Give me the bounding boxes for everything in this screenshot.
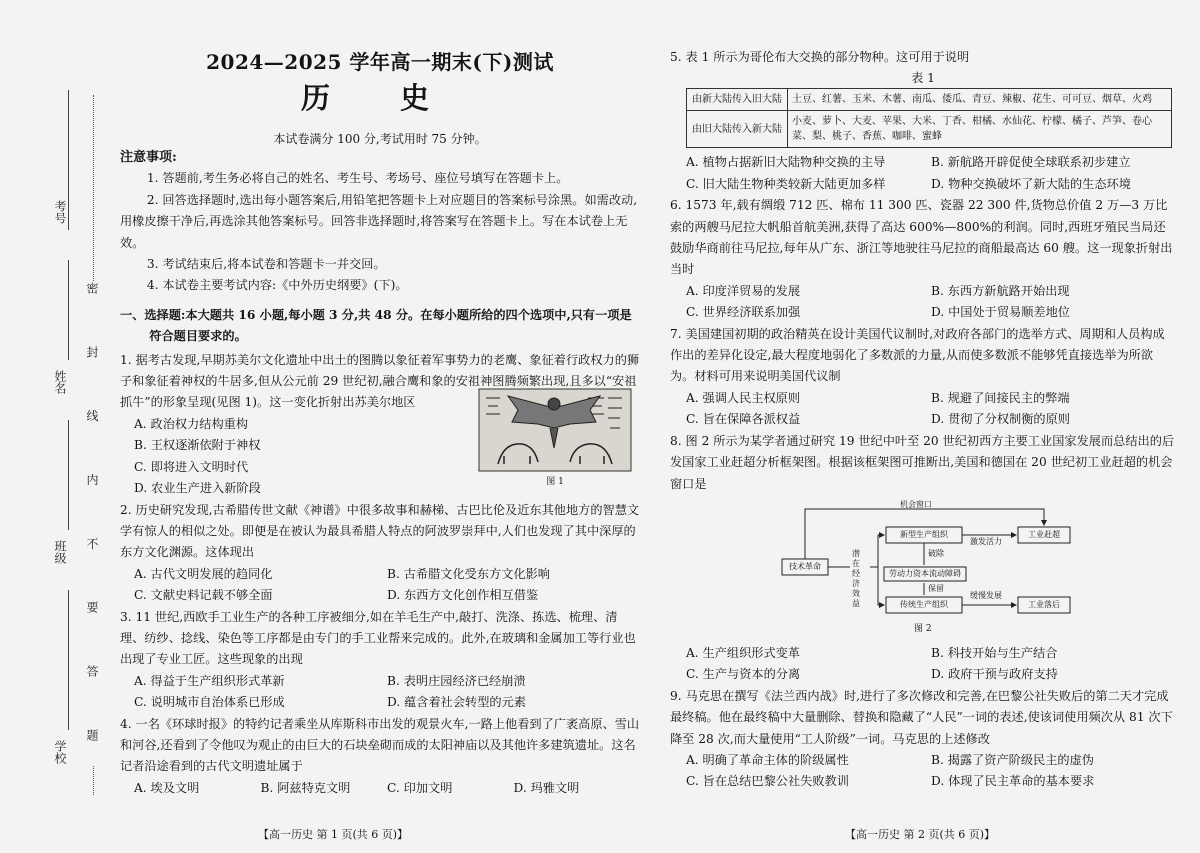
q8-options: [686, 643, 1176, 686]
q2-option-a[interactable]: A. 古代文明发展的趋同化: [134, 566, 273, 581]
q7-option-b[interactable]: B. 规避了间接民主的弊端: [931, 390, 1070, 405]
q6-option-b[interactable]: B. 东西方新航路开始出现: [931, 283, 1070, 298]
q7-option-d[interactable]: D. 贯彻了分权制衡的原则: [931, 412, 1070, 427]
diagram-new-org-label: 新型生产组织: [900, 529, 948, 539]
exam-no-field[interactable]: [68, 90, 69, 230]
question-4: [120, 714, 640, 800]
q6-stem: 6. 1573 年,载有绸缎 712 匹、棉布 11 300 匹、瓷器 22 300 件,货物总价值 2 万—3 万比索的两艘马尼拉大帆船首航美洲,获得了高达 600%—800%的利润。同时,西班牙殖民当局还鼓励华商前往马尼拉,每年从广东、浙江等地驶往马尼拉的商船最高达 60 艘。这一现象折射出当时: [670, 198, 1173, 277]
diagram-slow-label: 缓慢发展: [970, 590, 1002, 600]
q6-option-c[interactable]: C. 世界经济联系加强: [686, 305, 801, 320]
right-column: [670, 47, 1176, 793]
exam-no-label: 考号: [53, 200, 67, 224]
q8-option-b[interactable]: B. 科技开始与生产结合: [931, 645, 1058, 660]
figure-2: [670, 499, 1176, 643]
q9-option-b[interactable]: B. 揭露了资产阶级民主的虚伪: [931, 752, 1094, 767]
diagram-tech-label: 技术革命: [789, 561, 821, 571]
q8-option-d[interactable]: D. 政府干预与政府支持: [931, 667, 1058, 682]
diagram-potential-label: 潜在经济效益: [852, 548, 860, 608]
table-row: [687, 111, 1172, 148]
q3-stem: 3. 11 世纪,西欧手工业生产的各种工序被细分,如在羊毛生产中,敲打、洗涤、拣选、梳理、清理、纺纱、捻线、染色等工序都是由专门的手工业帮来完成的。此外,在玻璃和金属加工等行业也出现了专业工匠。这些现象的出现: [120, 609, 636, 667]
notes-heading: 注意事项:: [120, 150, 177, 165]
q5-option-b[interactable]: B. 新航路开辟促使全球联系初步建立: [931, 155, 1131, 170]
class-field[interactable]: [68, 420, 69, 530]
q5-options: [686, 152, 1176, 195]
q2-option-d[interactable]: D. 东西方文化创作相互借鉴: [387, 588, 539, 603]
q8-stem: 8. 图 2 所示为某学者通过研究 19 世纪中叶至 20 世纪初西方主要工业国家发展而总结出的后发国家工业赶超分析框架图。根据该框架图可推断出,美国和德国在 20 世纪初工业赶超的机会窗口是: [670, 433, 1175, 491]
q4-option-d[interactable]: D. 玛雅文明: [513, 780, 580, 795]
q1-options: [134, 414, 474, 500]
diagram-window-label: 机会窗口: [900, 499, 932, 509]
q8-option-a[interactable]: A. 生产组织形式变革: [686, 645, 801, 660]
q9-option-a[interactable]: A. 明确了革命主体的阶级属性: [686, 752, 849, 767]
q3-option-d[interactable]: D. 蕴含着社会转型的元素: [387, 695, 526, 710]
diagram-caption: 图 2: [914, 623, 932, 634]
q5-option-c[interactable]: C. 旧大陆生物种类较新大陆更加多样: [686, 176, 886, 191]
subject-title: 历 史: [300, 81, 460, 115]
table-head-cell: 由旧大陆传入新大陆: [687, 111, 788, 148]
q4-option-a[interactable]: A. 埃及文明: [134, 780, 200, 795]
q8-option-c[interactable]: C. 生产与资本的分离: [686, 667, 801, 682]
diagram-fall-label: 工业落后: [1028, 599, 1060, 609]
diagram-keep-label: 保留: [928, 583, 944, 593]
question-2: [120, 500, 640, 607]
exam-title: 2024—2025 学年高一期末(下)测试: [206, 50, 554, 74]
q4-option-b[interactable]: B. 阿兹特克文明: [260, 780, 351, 795]
q7-options: [686, 388, 1176, 431]
q9-option-c[interactable]: C. 旨在总结巴黎公社失败教训: [686, 774, 849, 789]
q2-option-c[interactable]: C. 文献史料记载不够全面: [134, 588, 273, 603]
q3-option-b[interactable]: B. 表明庄园经济已经崩溃: [387, 673, 526, 688]
figure-1-caption: 图 1: [546, 477, 564, 487]
q9-option-d[interactable]: D. 体现了民主革命的基本要求: [931, 774, 1095, 789]
table-head-cell: 由新大陆传入旧大陆: [687, 89, 788, 111]
q2-option-b[interactable]: B. 古希腊文化受东方文化影响: [387, 566, 550, 581]
q1-stem: 1. 据考古发现,早期苏美尔文化遗址中出土的图腾以象征着军事势力的老鹰、象征着行政权力的狮子和象征着神权的牛居多,但从公元前 29 世纪初,融合鹰和象的安祖神图腾频繁出现,且多以“安祖抓牛”的形象呈现(见图 1)。这一变化折射出苏美尔地区: [120, 352, 640, 410]
school-label: 学校: [53, 740, 67, 764]
q3-option-a[interactable]: A. 得益于生产组织形式革新: [134, 673, 285, 688]
name-label: 姓名: [53, 370, 67, 394]
table-row: [687, 89, 1172, 111]
q9-stem: 9. 马克思在撰写《法兰西内战》时,进行了多次修改和完善,在巴黎公社失败后的第二天才完成最终稿。他在最终稿中大量删除、替换和隐藏了“人民”一词的表述,使该词使用频次从 81 次下降至 28 次,而大量使用“工人阶级”一词。马克思的上述修改: [670, 688, 1173, 746]
figure-1: [478, 388, 632, 486]
question-3: [120, 607, 640, 714]
footer-page-2: 【高一历史 第 2 页(共 6 页)】: [845, 828, 996, 841]
school-field[interactable]: [68, 590, 69, 730]
q7-option-c[interactable]: C. 旨在保障各派权益: [686, 412, 801, 427]
diagram-old-org-label: 传统生产组织: [900, 599, 948, 609]
diagram-break-label: 破除: [928, 548, 944, 558]
table-body-cell: 小麦、萝卜、大麦、苹果、大米、丁香、柑橘、水仙花、柠檬、橘子、芦笋、卷心菜、梨、桃子、香蕉、咖啡、蜜蜂: [788, 111, 1172, 148]
diagram-inertia-label: 劳动力资本流动障碍: [889, 568, 961, 578]
q3-option-c[interactable]: C. 说明城市自治体系已形成: [134, 695, 285, 710]
q1-option-a[interactable]: A. 政治权力结构重构: [134, 416, 249, 431]
q5-option-d[interactable]: D. 物种交换破坏了新大陆的生态环境: [931, 176, 1131, 191]
seal-text: 密 封 线 内 不 要 答 题: [85, 282, 99, 765]
q2-options: [134, 564, 640, 607]
diagram-catch-up-label: 工业赶超: [1028, 529, 1060, 539]
q7-stem: 7. 美国建国初期的政治精英在设计美国代议制时,对政府各部门的选举方式、周期和人员构成作出的差异化设定,最大程度地弱化了多数派的力量,从而使多数派不能够凭直接选举为所欲为。材料可用来说明美国代议制: [670, 326, 1165, 384]
q3-options: [134, 671, 640, 714]
score-note: 本试卷满分 100 分,考试用时 75 分钟。: [273, 132, 487, 146]
q6-options: [686, 281, 1176, 324]
section1-heading: 一、选择题:本大题共 16 小题,每小题 3 分,共 48 分。在每小题所给的四个选项中,只有一项是符合题目要求的。: [120, 307, 632, 344]
q1-option-c[interactable]: C. 即将进入文明时代: [134, 459, 249, 474]
q1-option-b[interactable]: B. 王权逐渐依附于神权: [134, 438, 261, 453]
note-4: 4. 本试卷主要考试内容:《中外历史纲要》(下)。: [146, 278, 408, 293]
q5-option-a[interactable]: A. 植物占据新旧大陆物种交换的主导: [686, 155, 886, 170]
diagram-stimulate-label: 激发活力: [970, 536, 1002, 546]
anzu-relief-image: [478, 388, 632, 472]
name-field[interactable]: [68, 260, 69, 360]
note-1: 1. 答题前,考生务必将自己的姓名、考生号、考场号、座位号填写在答题卡上。: [146, 171, 569, 186]
note-3: 3. 考试结束后,将本试卷和答题卡一并交回。: [146, 257, 386, 272]
q5-stem: 5. 表 1 所示为哥伦布大交换的部分物种。这可用于说明: [670, 50, 970, 64]
footer-page-1: 【高一历史 第 1 页(共 6 页)】: [258, 828, 409, 841]
q4-options: [134, 778, 640, 799]
class-label: 班级: [53, 540, 67, 564]
q6-option-a[interactable]: A. 印度洋贸易的发展: [686, 283, 801, 298]
q4-stem: 4. 一名《环球时报》的特约记者乘坐从库斯科市出发的观景火车,一路上他看到了广袤高原、雪山和河谷,还看到了令他叹为观止的由巨大的石块垒砌而成的太阳神庙以及其他许多建筑遗址。这名记者沿途看到的古代文明遗址属于: [120, 716, 640, 774]
table-body-cell: 土豆、红薯、玉米、木薯、南瓜、倭瓜、青豆、辣椒、花生、可可豆、烟草、火鸡: [788, 89, 1172, 111]
q6-option-d[interactable]: D. 中国处于贸易顺差地位: [931, 305, 1070, 320]
note-2: 2. 回答选择题时,选出每小题答案后,用铅笔把答题卡上对应题目的答案标号涂黑。如需改动,用橡皮擦干净后,再选涂其他答案标号。回答非选择题时,将答案写在答题卡上。写在本试卷上无效。: [120, 192, 638, 250]
q5-table-caption: 表 1: [911, 71, 935, 86]
q1-option-d[interactable]: D. 农业生产进入新阶段: [134, 481, 261, 496]
q4-option-c[interactable]: C. 印加文明: [387, 780, 453, 795]
q2-stem: 2. 历史研究发现,古希腊传世文献《神谱》中很多故事和赫梯、古巴比伦及近东其他地方的智慧文学有惊人的相似之处。即便是在被认为最具希腊人特点的阿波罗崇拜中,人们也发现了其中深厚的东方文化渊源。这体现出: [120, 502, 640, 560]
q5-species-table: [686, 88, 1172, 148]
q7-option-a[interactable]: A. 强调人民主权原则: [686, 390, 801, 405]
q9-options: [686, 750, 1176, 793]
